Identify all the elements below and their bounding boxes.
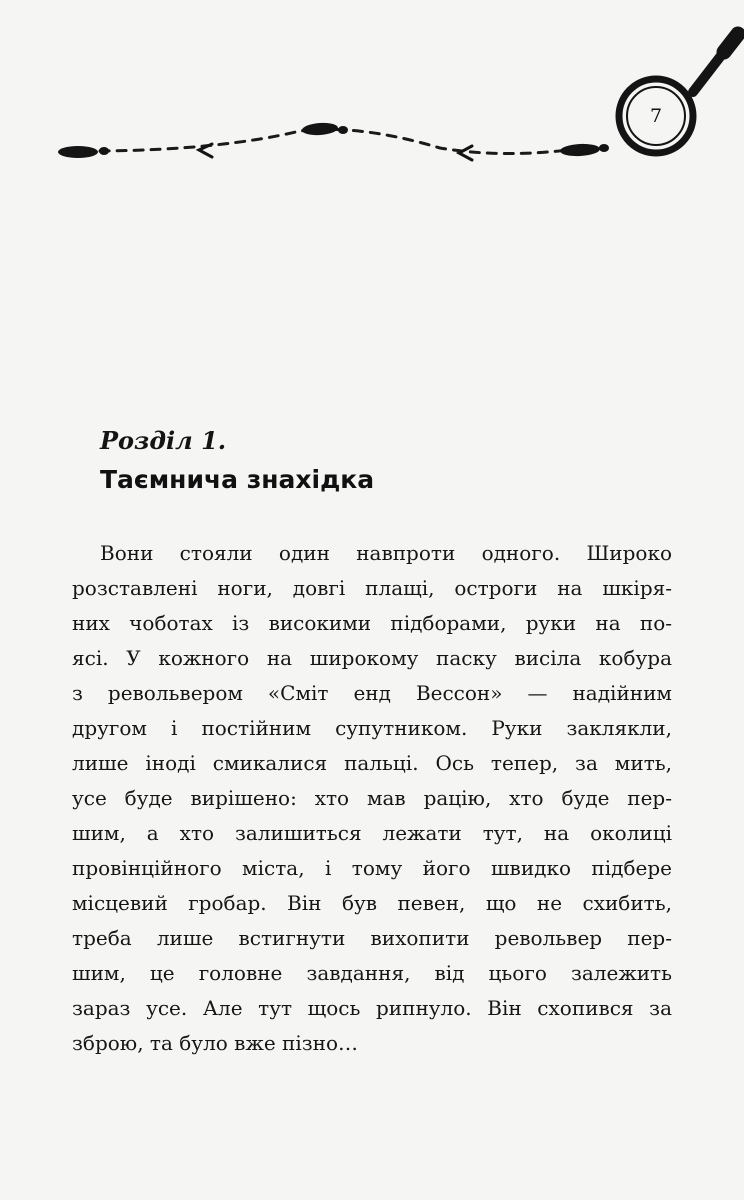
- text-line: Вони стояли один навпроти одного. Широко: [100, 541, 672, 565]
- dashed-trail: [100, 129, 568, 153]
- text-line: зараз усе. Але тут щось рипнуло. Він схопився за: [72, 996, 672, 1020]
- body-paragraph: [72, 536, 672, 1061]
- text-line: усе буде вирішено: хто мав рацію, хто буде пер-: [72, 786, 672, 810]
- chapter-label: Розділ 1.: [100, 426, 227, 455]
- arrow-left-icon: [199, 144, 472, 160]
- text-line: шим, це головне завдання, від цього залежить: [72, 961, 672, 985]
- text-line: них чоботах із високими підборами, руки на по-: [72, 611, 672, 635]
- text-line: лише іноді смикалися пальці. Ось тепер, за мить,: [72, 751, 672, 775]
- text-line: другом і постійним супутником. Руки заклякли,: [72, 716, 672, 740]
- chapter-title: Таємнича знахідка: [100, 465, 375, 494]
- page-number: 7: [649, 105, 663, 127]
- text-line: зброю, та було вже пізно…: [72, 1031, 359, 1055]
- text-line: ясі. У кожного на широкому паску висіла кобура: [72, 646, 672, 670]
- text-line: місцевий гробар. Він був певен, що не схибить,: [72, 891, 672, 915]
- text-line: треба лише встигнути вихопити револьвер пер-: [72, 926, 672, 950]
- text-line: з револьвером «Сміт енд Вессон» — надійним: [72, 681, 672, 705]
- text-line: розставлені ноги, довгі плащі, остроги на шкіря-: [72, 576, 672, 600]
- page-header: [0, 0, 744, 200]
- text-line: провінційного міста, і тому його швидко підбере: [72, 856, 672, 880]
- text-line: шим, а хто залишиться лежати тут, на околиці: [72, 821, 672, 845]
